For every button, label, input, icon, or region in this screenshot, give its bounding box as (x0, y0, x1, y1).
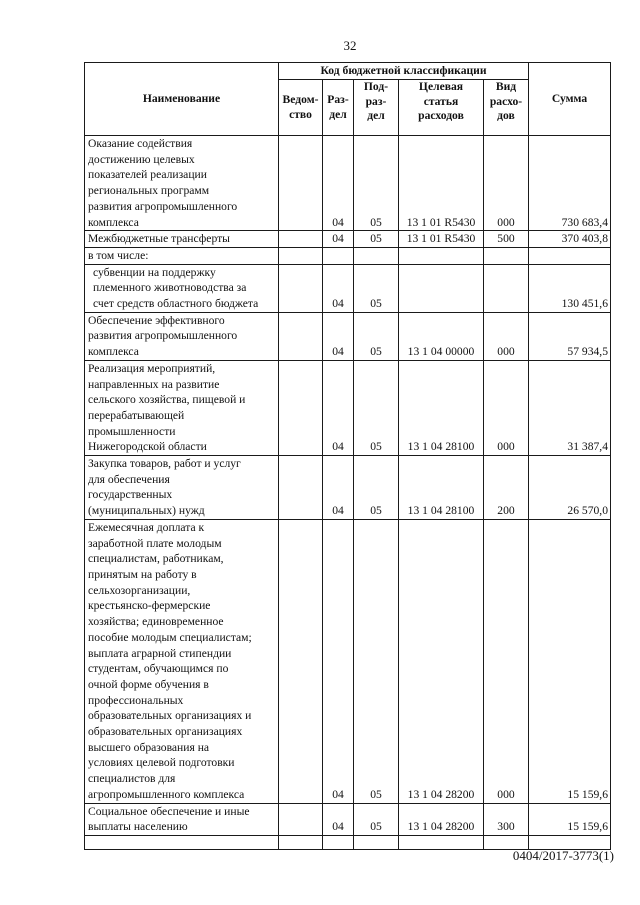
row-name-line: выплата аграрной стипендии (88, 646, 232, 660)
empty-cell (323, 835, 354, 849)
row-name (85, 360, 279, 455)
row-name-line: показателей реализации (88, 168, 207, 182)
row-name-line: агропромышленного комплекса (88, 787, 245, 801)
row-name-line: сельхозорганизации, (88, 583, 191, 597)
row-name-line: субвенции на поддержку (93, 265, 216, 279)
row-name-line: Межбюджетные трансферты (88, 232, 230, 246)
row-name-line: достижению целевых (88, 152, 195, 166)
row-section: 04 (323, 231, 354, 248)
row-name-line: перерабатывающей (88, 408, 185, 422)
empty-cell (399, 835, 484, 849)
row-name-line: в том числе: (88, 248, 149, 262)
row-section: 04 (323, 360, 354, 455)
row-name-line: Закупка товаров, работ и услуг (88, 457, 241, 471)
row-dept (279, 231, 323, 248)
row-sum (529, 247, 611, 264)
row-name-line: специалистов для (88, 772, 176, 786)
row-section: 04 (323, 519, 354, 803)
row-name-line: сельского хозяйства, пищевой и (88, 393, 246, 407)
row-name-line: Нижегородской области (88, 440, 207, 454)
table-row (85, 136, 611, 231)
row-subsection: 05 (354, 360, 399, 455)
row-name-line: пособие молодым специалистам; (88, 630, 252, 644)
row-section: 04 (323, 803, 354, 835)
row-name-line: государственных (88, 488, 173, 502)
row-name-line: выплаты населению (88, 820, 188, 834)
document-code: 0404/2017-3773(1) (512, 848, 614, 863)
row-expense-type: 000 (484, 360, 529, 455)
row-name-line: очной форме обучения в (88, 677, 209, 691)
row-section: 04 (323, 456, 354, 520)
row-dept (279, 247, 323, 264)
row-name-line: заработной плате молодым (88, 536, 222, 550)
row-name-line: Социальное обеспечение и иные (88, 804, 250, 818)
header-section: Раз- дел (323, 80, 354, 136)
row-name-line: специалистам, работникам, (88, 552, 224, 566)
table-row (85, 264, 611, 312)
row-subsection: 05 (354, 264, 399, 312)
table-row (85, 312, 611, 360)
row-sum: 26 570,0 (529, 456, 611, 520)
row-name-line: условиях целевой подготовки (88, 756, 235, 770)
row-expense-type: 000 (484, 136, 529, 231)
row-subsection: 05 (354, 312, 399, 360)
table-row (85, 231, 611, 248)
row-sum: 15 159,6 (529, 519, 611, 803)
row-name-line: Реализация мероприятий, (88, 361, 216, 375)
row-name-line: образовательных организациях (88, 725, 243, 739)
row-name-line: (муниципальных) нужд (88, 504, 205, 518)
row-name-line: комплекса (88, 345, 139, 359)
row-expense-type: 300 (484, 803, 529, 835)
table-row (85, 247, 611, 264)
row-dept (279, 456, 323, 520)
row-name-line: комплекса (88, 215, 139, 229)
row-name-line: студентам, обучающимся по (88, 662, 229, 676)
row-section: 04 (323, 312, 354, 360)
row-name-line: счет средств областного бюджета (93, 297, 259, 311)
row-section: 04 (323, 264, 354, 312)
row-sum: 370 403,8 (529, 231, 611, 248)
row-dept (279, 264, 323, 312)
header-subsection: Под- раз- дел (354, 80, 399, 136)
row-expense-type (484, 264, 529, 312)
row-sum: 730 683,4 (529, 136, 611, 231)
row-dept (279, 360, 323, 455)
row-name-line: крестьянско-фермерские (88, 599, 211, 613)
empty-cell (354, 835, 399, 849)
row-name (85, 519, 279, 803)
row-section: 04 (323, 136, 354, 231)
row-dept (279, 803, 323, 835)
row-name-line: племенного животноводства за (93, 281, 247, 295)
row-dept (279, 312, 323, 360)
row-subsection: 05 (354, 231, 399, 248)
row-expense-type: 000 (484, 312, 529, 360)
row-name (85, 312, 279, 360)
row-target: 13 1 04 00000 (399, 312, 484, 360)
row-target (399, 264, 484, 312)
row-name (85, 231, 279, 248)
row-sum: 130 451,6 (529, 264, 611, 312)
row-subsection: 05 (354, 803, 399, 835)
table-row (85, 456, 611, 520)
row-expense-type: 200 (484, 456, 529, 520)
header-expense-type: Вид расхо- дов (484, 80, 529, 136)
row-name-line: региональных программ (88, 184, 210, 198)
row-section (323, 247, 354, 264)
row-expense-type: 500 (484, 231, 529, 248)
row-target: 13 1 04 28100 (399, 360, 484, 455)
row-dept (279, 136, 323, 231)
row-name-line: развития агропромышленного (88, 329, 238, 343)
header-classification-group: Код бюджетной классификации (279, 63, 529, 80)
header-name: Наименование (85, 63, 279, 136)
row-name-line: промышленности (88, 424, 176, 438)
page-number: 32 (343, 38, 357, 53)
row-name-line: образовательных организациях и (88, 709, 252, 723)
row-name-line: Обеспечение эффективного (88, 313, 225, 327)
empty-cell (85, 835, 279, 849)
empty-cell (279, 835, 323, 849)
row-target: 13 1 04 28200 (399, 519, 484, 803)
row-target: 13 1 04 28200 (399, 803, 484, 835)
row-target: 13 1 01 R5430 (399, 231, 484, 248)
budget-table (84, 62, 611, 850)
row-subsection: 05 (354, 456, 399, 520)
row-sum: 15 159,6 (529, 803, 611, 835)
row-subsection (354, 247, 399, 264)
row-target (399, 247, 484, 264)
row-sum: 31 387,4 (529, 360, 611, 455)
row-expense-type: 000 (484, 519, 529, 803)
header-dept: Ведом- ство (279, 80, 323, 136)
row-target: 13 1 04 28100 (399, 456, 484, 520)
row-name-line: развития агропромышленного (88, 199, 238, 213)
row-name (85, 456, 279, 520)
row-target: 13 1 01 R5430 (399, 136, 484, 231)
row-name-line: Оказание содействия (88, 137, 193, 150)
row-name-line: принятым на работу в (88, 567, 197, 581)
row-expense-type (484, 247, 529, 264)
row-sum: 57 934,5 (529, 312, 611, 360)
row-subsection: 05 (354, 136, 399, 231)
row-name-line: хозяйства; единовременное (88, 615, 224, 629)
table-row (85, 803, 611, 835)
row-subsection: 05 (354, 519, 399, 803)
row-name (85, 264, 279, 312)
row-dept (279, 519, 323, 803)
row-name-line: для обеспечения (88, 472, 170, 486)
row-name (85, 136, 279, 231)
table-row (85, 519, 611, 803)
header-target: Целевая статья расходов (399, 80, 484, 136)
table-row (85, 360, 611, 455)
row-name-line: высшего образования на (88, 740, 210, 754)
row-name-line: профессиональных (88, 693, 184, 707)
row-name (85, 803, 279, 835)
row-name-line: Ежемесячная доплата к (88, 520, 205, 534)
row-name (85, 247, 279, 264)
row-name-line: направленных на развитие (88, 377, 220, 391)
header-sum: Сумма (529, 63, 611, 136)
